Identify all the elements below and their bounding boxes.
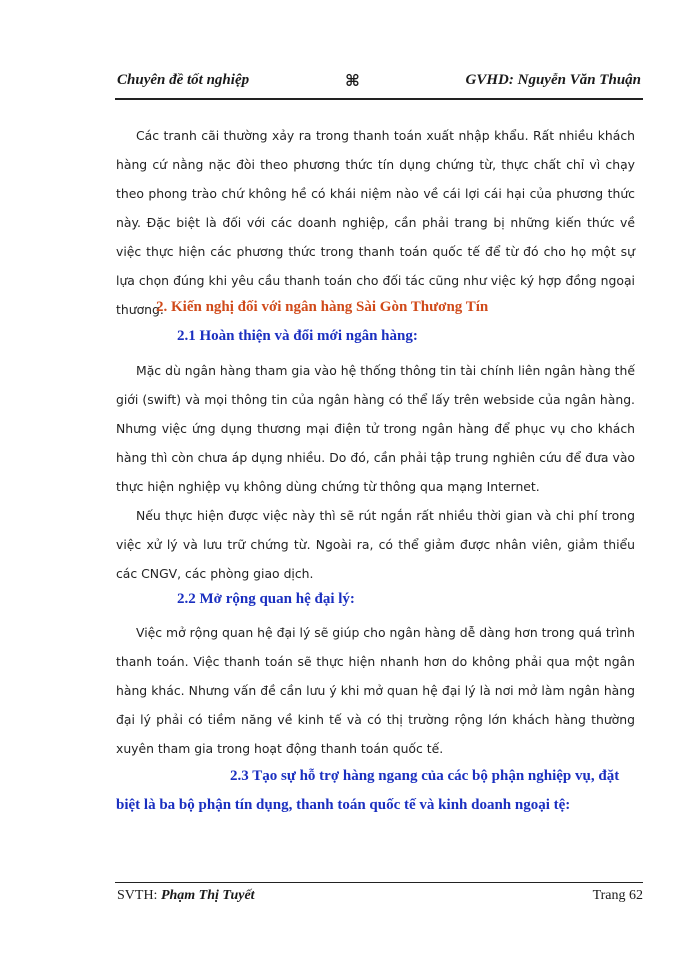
footer-page-number: Trang 62 (592, 888, 643, 903)
footer-rule (115, 882, 643, 883)
header-rule (115, 98, 643, 100)
section-heading-2: 2. Kiến nghị đối với ngân hàng Sài Gòn Thương Tín (156, 299, 489, 315)
header-thesis-title: Chuyên đề tốt nghiệp (117, 72, 250, 88)
footer-student (117, 888, 255, 904)
header-advisor: GVHD: Nguyễn Văn Thuận (465, 72, 641, 88)
header-ornament: ⌘ (345, 73, 361, 90)
subsection-heading-2-3: 2.3 Tạo sự hỗ trợ hàng ngang của các bộ phận nghiệp vụ, đặt biệt là ba bộ phận tín dụng, thanh toán quốc tế và kinh doanh ngoại tệ: (116, 768, 620, 813)
subsection-heading-2-1: 2.1 Hoàn thiện và đổi mới ngân hàng: (177, 328, 418, 344)
footer-label: SVTH: (117, 888, 158, 903)
paragraph-4: Việc mở rộng quan hệ đại lý sẽ giúp cho ngân hàng dễ dàng hơn trong quá trình thanh toán. Việc thanh toán sẽ thực hiện nhanh hơn do không phải qua một ngân hàng khác. Nhưng vấn đề cần lưu ý khi mở quan hệ đại lý là nơi mở làm ngân hàng đại lý phải có tiềm năng về kinh tế và có thị trường rộng lớn khách hàng thường xuyên tham gia trong hoạt động thanh toán quốc tế. (116, 625, 635, 756)
paragraph-2: Mặc dù ngân hàng tham gia vào hệ thống thông tin tài chính liên ngân hàng thế giới (swift) và mọi thông tin của ngân hàng có thể lấy trên webside của ngân hàng. Nhưng việc ứng dụng thương mại điện tử trong ngân hàng để phục vụ cho khách hàng thì còn chưa áp dụng nhiều. Do đó, cần phải tập trung nghiên cứu để đưa vào thực hiện nghiệp vụ không dùng chứng từ thông qua mạng Internet. (116, 363, 635, 494)
paragraph-3: Nếu thực hiện được việc này thì sẽ rút ngắn rất nhiều thời gian và chi phí trong việc xử lý và lưu trữ chứng từ. Ngoài ra, có thể giảm được nhân viên, giảm thiểu các CNGV, các phòng giao dịch. (116, 508, 635, 581)
page-header (117, 72, 641, 94)
paragraph-1: Các tranh cãi thường xảy ra trong thanh toán xuất nhập khẩu. Rất nhiều khách hàng cứ nằng nặc đòi theo phương thức tín dụng chứng từ, thực chất chỉ vì chạy theo phong trào chứ không hề có khái niệm nào về cái lợi cái hại của phương thức này. Đặc biệt là đối với các doanh nghiệp, cần phải trang bị những kiến thức về việc thực hiện các phương thức trong thanh toán quốc tế để từ đó cho họ một sự lựa chọn đúng khi yêu cầu thanh toán cho đối tác cũng như việc ký hợp đồng ngoại thương. (116, 128, 635, 317)
subsection-heading-2-2: 2.2 Mở rộng quan hệ đại lý: (177, 591, 355, 607)
footer-student-name: Phạm Thị Tuyết (160, 888, 255, 903)
